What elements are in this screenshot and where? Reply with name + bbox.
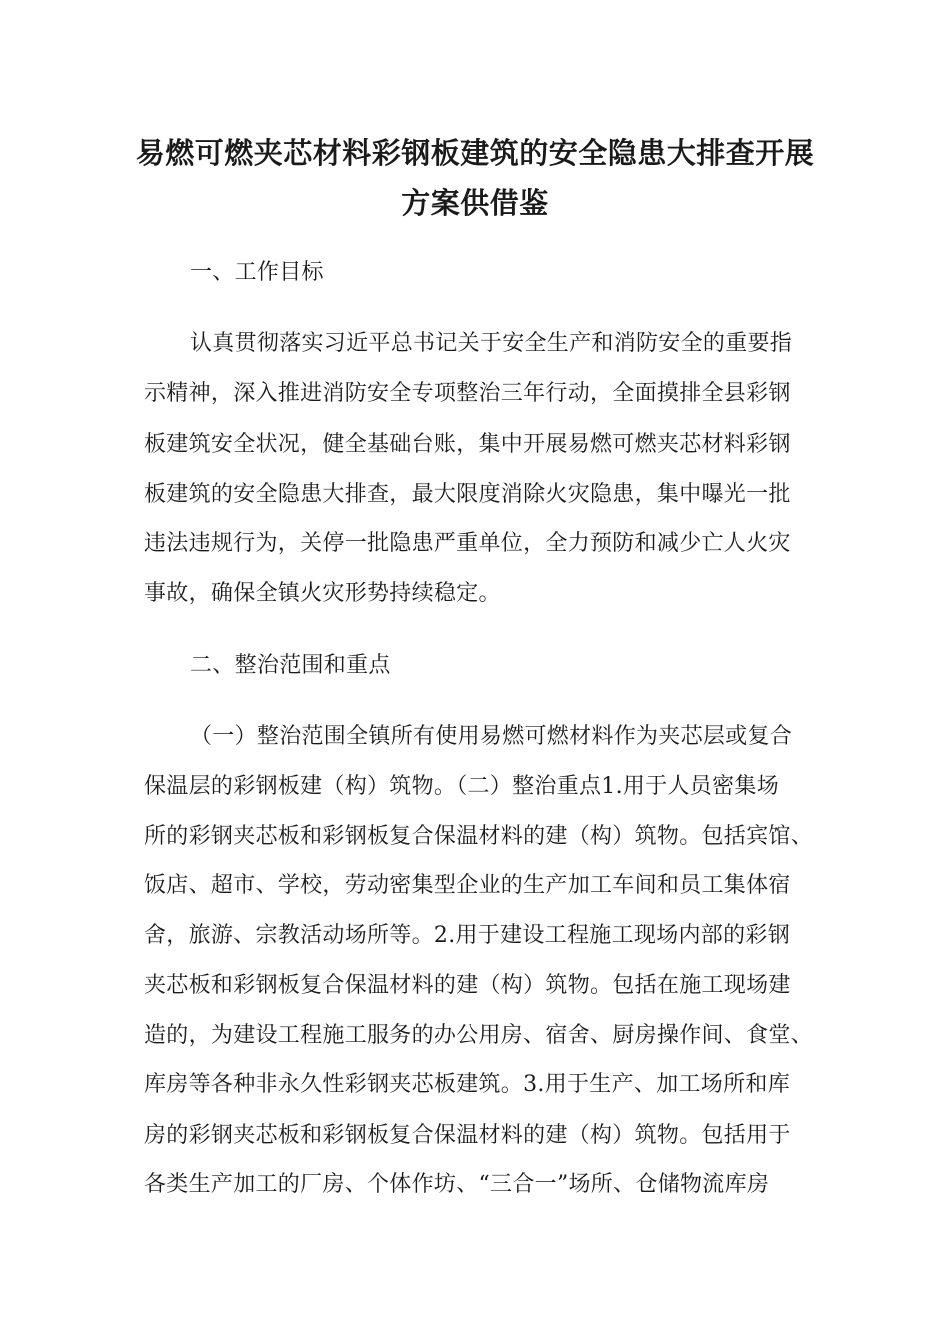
paragraph-line: 所的彩钢夹芯板和彩钢板复合保温材料的建（构）筑物。包括宾馆、 [144,824,814,849]
paragraph-line: 板建筑安全状况，健全基础台账，集中开展易燃可燃夹芯材料彩钢 [144,432,791,457]
paragraph-line: 各类生产加工的厂房、个体作坊、“三合一”场所、仓储物流库房 [144,1172,770,1197]
paragraph-line: 舍，旅游、宗教活动场所等。2.用于建设工程施工现场内部的彩钢 [144,923,790,948]
paragraph-line: 夹芯板和彩钢板复合保温材料的建（构）筑物。包括在施工现场建 [144,973,791,998]
document-title-line-1: 易燃可燃夹芯材料彩钢板建筑的安全隐患大排查开展 [135,136,815,170]
section-heading-scope: 二、整治范围和重点 [190,653,391,678]
paragraph-line: 板建筑的安全隐患大排查，最大限度消除火灾隐患，集中曝光一批 [144,482,791,507]
paragraph-line: 认真贯彻落实习近平总书记关于安全生产和消防安全的重要指 [190,331,793,356]
paragraph-line: （一）整治范围全镇所有使用易燃可燃材料作为夹芯层或复合 [190,724,793,749]
paragraph-line: 房的彩钢夹芯板和彩钢板复合保温材料的建（构）筑物。包括用于 [144,1123,791,1148]
paragraph-line: 示精神，深入推进消防安全专项整治三年行动，全面摸排全县彩钢 [144,381,791,406]
paragraph-line: 事故，确保全镇火灾形势持续稳定。 [144,581,501,606]
paragraph-line: 饭店、超市、学校，劳动密集型企业的生产加工车间和员工集体宿 [144,873,791,898]
document-title-line-2: 方案供借鉴 [401,186,549,220]
paragraph-line: 违法违规行为，关停一批隐患严重单位，全力预防和减少亡人火灾 [144,531,791,556]
paragraph-line: 保温层的彩钢板建（构）筑物。（二）整治重点1.用于人员密集场 [144,774,779,799]
section-heading-goals: 一、工作目标 [190,260,324,285]
paragraph-line: 库房等各种非永久性彩钢夹芯板建筑。3.用于生产、加工场所和库 [144,1072,790,1097]
paragraph-line: 造的，为建设工程施工服务的办公用房、宿舍、厨房操作间、食堂、 [144,1023,814,1048]
